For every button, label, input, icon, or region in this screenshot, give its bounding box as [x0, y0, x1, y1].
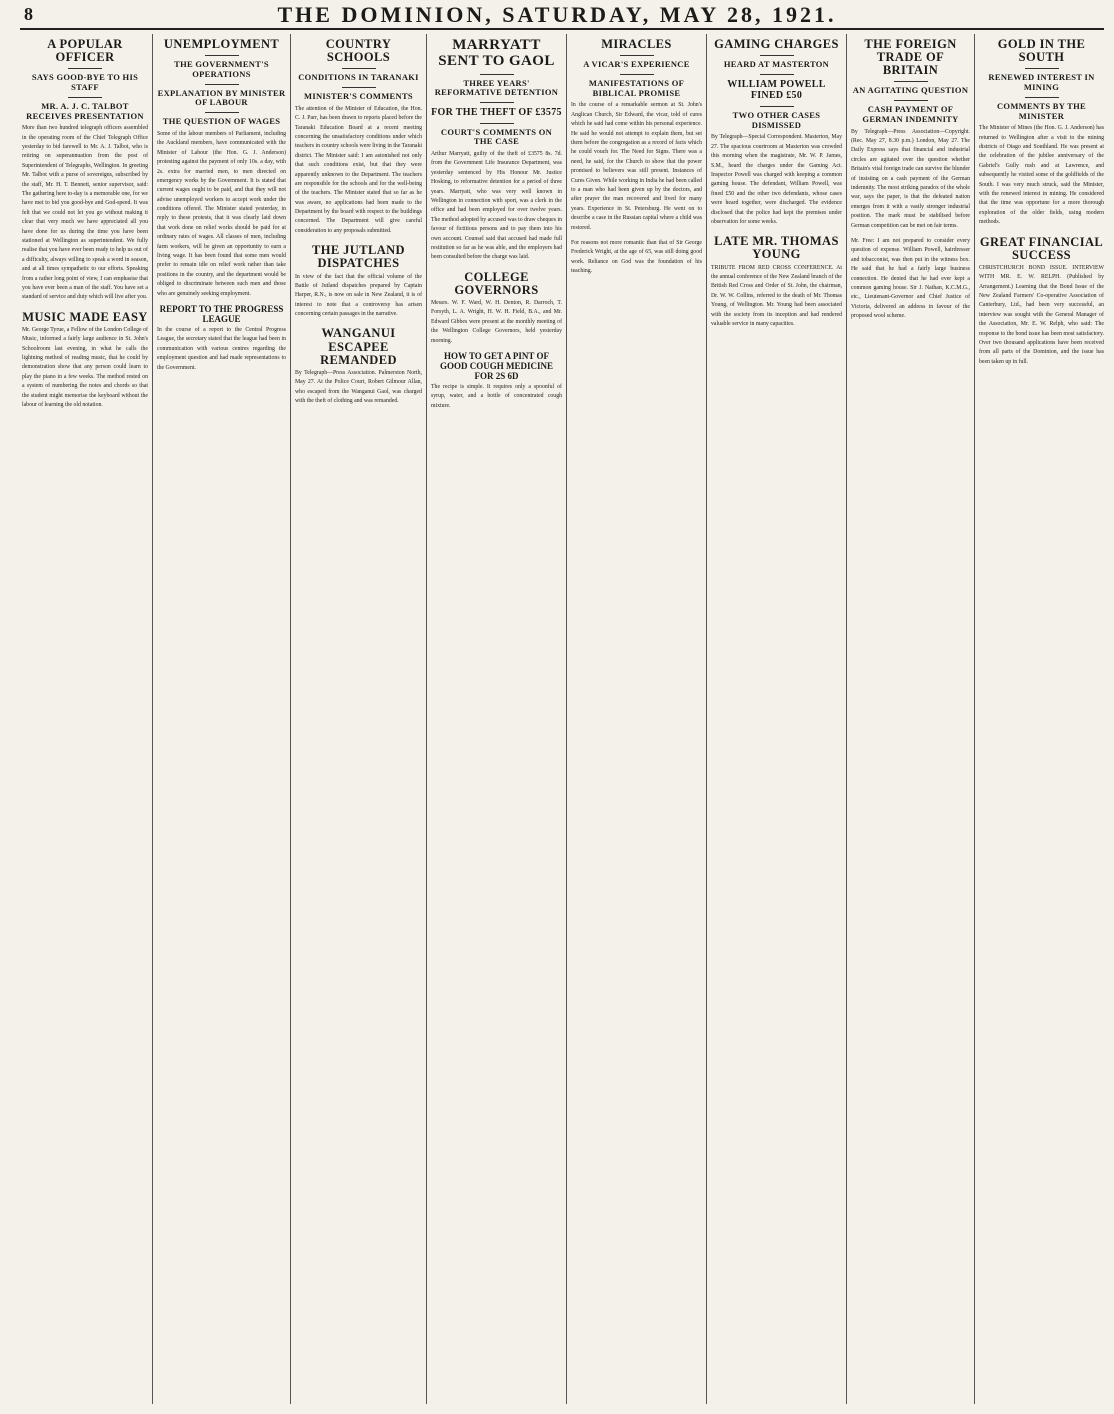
divider: [620, 55, 654, 56]
headline: GAMING CHARGES: [714, 37, 839, 51]
divider: [760, 106, 794, 107]
headline: MUSIC MADE EASY: [22, 309, 148, 324]
article-body: The Minister of Mines (the Hon. G. J. Anderson) has returned to Wellington after a visit to the mining districts of Otago and Southland. He was present at the celebration of the jubilee anniversary of the Gabriel's Gully rush and at Lawrence, and subsequently he visited some of the goldfields of the South. I was very much struck, said the Minister, with the renewed interest in mining. He considered that the time was opportune for a more thorough exploration of the older fields, using modern methods.: [979, 125, 1104, 226]
subheadline: A VICAR'S EXPERIENCE: [583, 59, 690, 70]
article-body: Messrs. W. F. Ward, W. H. Denton, R. Darroch, T. Forsyth, L. A. Wright, H. W. H. Field, B.A., and Mr. Edward Gibbes were present at the monthly meeting of the Wellington College Governors, held yesterday morning.: [431, 300, 562, 344]
divider: [620, 74, 654, 75]
divider: [1025, 68, 1059, 69]
subheadline: THREE YEARS' REFORMATIVE DETENTION: [434, 77, 559, 98]
article-body: CHRISTCHURCH BOND ISSUE. INTERVIEW WITH MR. E. W. RELPH. (Published by Arrangement.) Learning that the Bond Issue of the New Zealand Farmers' Co-operative Association of Canterbury, Ltd., had been very successful, an interview was sought with the General Manager of the Association, Mr. E. W. Relph, who said: The response to the bond issue has been most satisfactory. Over two thousand applications have been received from all parts of the Dominion, and the issue has been taken up in full.: [979, 264, 1104, 365]
subheadline: HEARD AT MASTERTON: [723, 59, 830, 70]
article-body: Mr. George Tyrue, a Fellow of the London College of Music, informed a fairly large audience in St. John's Schoolroom last evening, in what he calls the lightning method of reading music, that he could by demonstration show that any person could learn to play the piano in a few weeks. The method rested on a system of numbering the notes and chords so that the student might memorise the keyboard without the labour of learning the old notation.: [22, 326, 148, 408]
article-body: Some of the labour members of Parliament, including the Auckland members, have communicated with the Minister of Labour (the Hon. G. J. Anderson) protesting against the payment of only 10s. a day, with 2s. extra for married men, to men directed on emergency works by the Government. It is stated that current wages ought to be paid, and that they will not advise unemployed workers to accept work under the conditions offered. The Minister stated yesterday, in reply to these protests, that it was clearly laid down that work done on relief works should be paid for at ordinary rates of wages. All classes of men, including farm workers, will be given an opportunity to earn a living wage. It has been found that some men would prefer to remain idle on relief work rather than take positions in the country, and the department would be obliged to discriminate between such men and those who are genuinely seeking employment.: [157, 130, 286, 297]
article-gaming-charges: [706, 34, 846, 1404]
article-body: In the course of a remarkable sermon at St. John's Anglican Church, Sir Edward, the vicar, told of cures which he said had come within his personal experience. He said he would not attempt to explain them, but set them before the congregation as a record of facts which he could vouch for. The Need for Signs. There was a need, he said, for the Church to show that the power promised to believers was still present. Instances of Cures Given. While working in India he had been called to a man who had been given up by the doctors, and after prayer the man recovered and lived for many years. Experience in St. Petersburg. He went on to describe a case in the Russian capital where a child was restored.: [571, 102, 702, 231]
article-body: The recipe is simple. It requires only a spoonful of syrup, water, and a bottle of concentrated cough mixture.: [431, 383, 562, 409]
article-body: For reasons not more romantic than that of Sir George Frederick Wright, at the age of 65, was still doing good work. Reliance on God was the foundation of his teaching.: [571, 239, 702, 275]
divider: [894, 81, 928, 82]
article-country-schools: [290, 34, 426, 1404]
divider: [480, 74, 514, 75]
masthead: [0, 0, 1114, 28]
subheadline: CASH PAYMENT OF GERMAN INDEMNITY: [862, 104, 959, 124]
article-unemployment: [152, 34, 290, 1404]
article-body: The attention of the Minister of Education, the Hon. C. J. Parr, has been drawn to reports placed before the Taranaki Education Board at a recent meeting concerning the unsatisfactory conditions under which teachers in country schools were living in the Taranaki district. The Minister said: I am astonished not only that such conditions exist, but that they were apparently unknown to the Department. The teachers are responsible for the schools and for the well-being of the teachers. The Minister stated that so far as he was aware, no applications had been made to the Department by the board with respect to the buildings concerned. The Department will give careful consideration to any proposals submitted.: [295, 105, 422, 234]
subheadline: EXPLANATION BY MINISTER OF LABOUR: [157, 87, 286, 108]
article-gold-south: [974, 34, 1108, 1404]
masthead-rule: [20, 28, 1104, 30]
article-body: In the course of a report to the Central Progress League, the secretary stated that the league had been in communication with various centres regarding the employment question and had made representations to the Government.: [157, 326, 286, 371]
divider: [342, 68, 376, 69]
subheadline: FOR THE THEFT OF £3575: [431, 107, 562, 119]
subheadline: TWO OTHER CASES DISMISSED: [732, 109, 821, 130]
headline: COUNTRY SCHOOLS: [325, 37, 392, 65]
article-body: More than two hundred telegraph officers assembled in the operating room of the Chief Telegraph Office yesterday to bid farewell to Mr. A. J. Talbot, who is retiring on superannuation from the post of Superintendent of Telegraphs, Wellington. In greeting Mr. Talbot with a purse of sovereigns, subscribed by the staff, Mr. H. T. Bennett, senior supervisor, said: The gathering here to-day is a memorable one, for we have met to bid you good-bye and God-speed. It was felt that we could not let you go without making it clear that very much we have appreciated all you have done for us during the time you have been stationed at Wellington as superintendent. We fully realise that you have ever been ready to help us out of a difficulty, always willing to speak a word in season, and at all times sympathetic to our efforts. Speaking from a rather long point of view, I can emphasise that you have ever been a man of the staff. You have set a standard of service and duty which will live after you.: [22, 125, 148, 301]
headline: UNEMPLOYMENT: [163, 37, 280, 51]
subheadline: COMMENTS BY THE MINISTER: [996, 100, 1087, 121]
subheadline: MANIFESTATIONS OF BIBLICAL PROMISE: [588, 77, 685, 98]
headline: LATE MR. THOMAS YOUNG: [714, 234, 839, 262]
headline: WANGANUI ESCAPEE REMANDED: [320, 326, 397, 367]
page-number: 8: [24, 4, 33, 24]
subheadline: CONDITIONS IN TARANAKI: [298, 72, 419, 83]
article-body: Arthur Marryatt, guilty of the theft of £3575 8s. 7d. from the Government Life Insurance Department, was yesterday sentenced by His Honour Mr. Justice Hosking, to reformative detention for a period of three years. Marryatt, who was very well known in Wellington in connection with sport, was a clerk in the office and had been employed for over twelve years. The method adopted by accused was to draw cheques in favour of fictitious persons and to pay them into his own account. Counsel said that accused had made full restitution so far as he was able, and the employers had been consulted before the charge was laid.: [431, 151, 562, 261]
article-marryatt: [426, 34, 566, 1404]
divider: [205, 84, 239, 85]
article-body: By Telegraph—Special Correspondent. Masterton, May 27. The spacious courtroom at Masterton was crowded this morning when the magistrate, Mr. W. P. James, S.M., heard the charges under the Gaming Act. Inspector Powell was charged with keeping a common gaming house. The defendant, William Powell, was fined £50 and the other two defendants, whose cases were heard together, were discharged. The evidence disclosed that the police had kept the premises under observation for some weeks.: [711, 134, 842, 225]
headline: GREAT FINANCIAL SUCCESS: [979, 234, 1104, 262]
article-body: TRIBUTE FROM RED CROSS CONFERENCE. At the annual conference of the New Zealand branch of the British Red Cross and Order of St. John, the chairman, Dr. W. W. Collins, referred to the death of Mr. Thomas Young, of Wellington. Mr. Young had been associated with the society from its inception and had rendered valuable service in many capacities.: [711, 264, 842, 327]
divider: [1025, 97, 1059, 98]
divider: [894, 100, 928, 101]
subheadline: COURT'S COMMENTS ON THE CASE: [440, 126, 553, 147]
section-heading: HOW TO GET A PINT OF GOOD COUGH MEDICINE FOR 2S 6D: [439, 350, 553, 381]
subheadline: THE QUESTION OF WAGES: [162, 116, 281, 127]
headline: MIRACLES: [601, 37, 672, 51]
article-body: By Telegraph—Press Association. Palmerston North, May 27. At the Police Court, Robert Gilmour Allan, who escaped from the Wanganui Gaol, was charged with the theft of clothing and was remanded.: [295, 369, 422, 404]
headline: THE JUTLAND DISPATCHES: [312, 243, 405, 271]
article-body: By Telegraph—Press Association—Copyright. (Rec. May 27, 8.30 p.m.) London, May 27. The Daily Express says that financial and industrial circles are agitated over the question whether Britain's vital foreign trade can survive the blunder of insisting on a cash payment of the German indemnity. The most striking paradox of the whole war, says the paper, is that the defeated nation emerges from it with a vastly stronger industrial position. The mark must be stabilised before German competition can be met on fair terms.: [851, 128, 970, 229]
subheadline: MR. A. J. C. TALBOT RECEIVES PRESENTATION: [26, 100, 144, 121]
section-heading: REPORT TO THE PROGRESS LEAGUE: [159, 303, 284, 324]
newspaper-title: THE DOMINION, SATURDAY, MAY 28, 1921.: [277, 2, 837, 27]
divider: [205, 112, 239, 113]
headline: A POPULAR OFFICER: [47, 37, 123, 65]
subheadline: RENEWED INTEREST IN MINING: [988, 72, 1095, 93]
divider: [205, 55, 239, 56]
subheadline: WILLIAM POWELL FINED £50: [727, 78, 826, 102]
divider: [68, 68, 102, 69]
subheadline: THE GOVERNMENT'S OPERATIONS: [174, 59, 269, 79]
article-body: Mr. Free: I am not prepared to consider every question of expense. William Powell, hairdresser and tobacconist, was then put in the witness box. He said that he had a fairly large business connection. He denied that he had ever kept a common gaming house. Sir J. Nathan, K.C.M.G., etc., Lieutenant-Governor and Chief Justice of Victoria, delivered an address in favour of the proposed wool scheme.: [851, 237, 970, 320]
divider: [342, 87, 376, 88]
article-foreign-trade: [846, 34, 974, 1404]
headline: GOLD IN THE SOUTH: [997, 37, 1086, 65]
subheadline: MINISTER'S COMMENTS: [304, 91, 413, 102]
article-body: In view of the fact that the official volume of the Battle of Jutland dispatches prepared by Captain Harper, R.N., is now on sale in New Zealand, it is of interest to note that a controversy has arisen concerning certain passages in the narrative.: [295, 273, 422, 318]
divider: [760, 55, 794, 56]
subheadline: AN AGITATING QUESTION: [852, 85, 969, 96]
headline: THE FOREIGN TRADE OF BRITAIN: [864, 37, 957, 78]
headline: COLLEGE GOVERNORS: [454, 269, 539, 297]
headline: MARRYATT SENT TO GAOL: [438, 37, 555, 69]
divider: [480, 123, 514, 124]
subheadline: SAYS GOOD-BYE TO HIS STAFF: [31, 72, 139, 93]
divider: [68, 97, 102, 98]
article-miracles: [566, 34, 706, 1404]
divider: [760, 74, 794, 75]
divider: [480, 102, 514, 103]
article-popular-officer: [18, 34, 152, 1404]
